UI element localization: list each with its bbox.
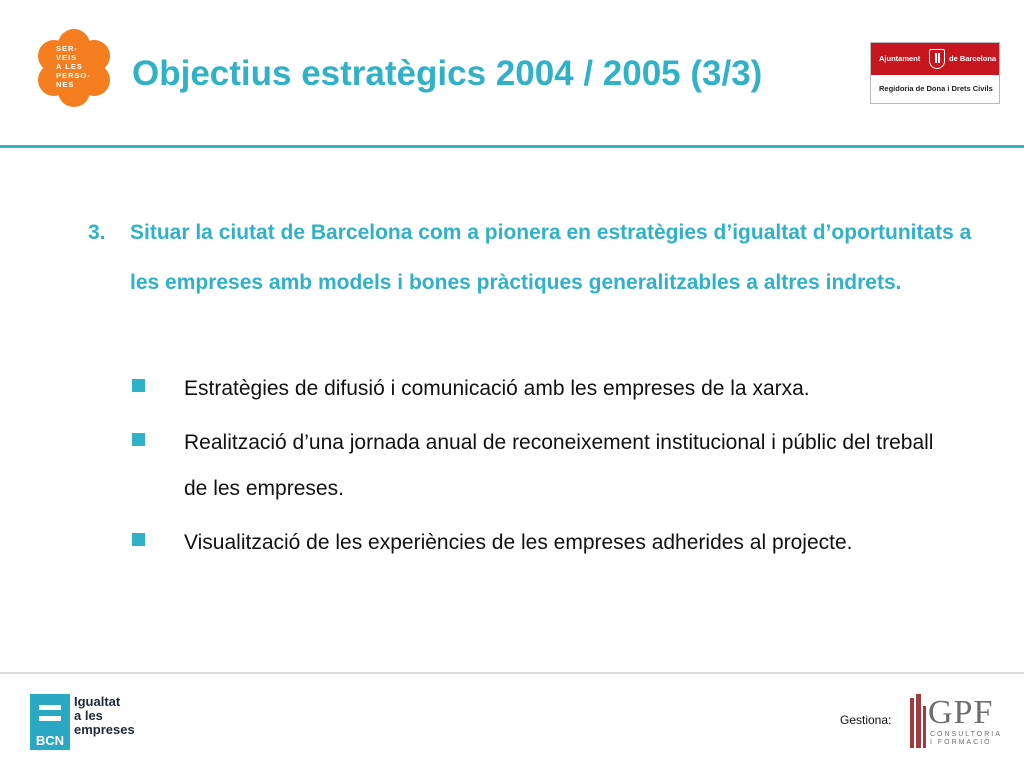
city-emblem-icon: [929, 49, 945, 69]
gestiona-label: Gestiona:: [840, 713, 892, 727]
gpf-subtitle: CONSULTORIA I FORMACIÓ: [930, 731, 1002, 746]
igualtat-logo-text: Igualtat a les empreses: [74, 694, 135, 737]
gpf-consultoria-logo: [908, 692, 1008, 752]
gpf-pillar-icon: [910, 698, 914, 748]
action-text: Estratègies de difusió i comunicació amb les empreses de la xarxa.: [184, 377, 810, 400]
action-text: Visualització de les experiències de les empreses adherides al projecte.: [184, 531, 853, 554]
igualtat-a-les-empreses-logo: [30, 694, 150, 750]
ajuntament-label: Ajuntament: [879, 54, 921, 63]
square-bullet-icon: [132, 379, 145, 392]
regidoria-label: Regidoria de Dona i Drets Civils: [879, 84, 993, 93]
objective-text: Situar la ciutat de Barcelona com a pionera en estratègies d’igualtat d’oportunitats a les empreses amb models i bones pràctiques generalitzables a altres indrets.: [130, 221, 972, 294]
bcn-label: BCN: [35, 733, 65, 748]
footer-divider: [0, 672, 1024, 674]
slide-title: Objectius estratègics 2004 / 2005 (3/3): [132, 54, 763, 93]
objective-number: 3.: [88, 221, 106, 244]
serveis-a-les-persones-logo: [34, 28, 114, 108]
ajuntament-barcelona-logo: [870, 42, 1000, 104]
action-text: Realització d’una jornada anual de reconeixement institucional i públic del treball de les empreses.: [184, 431, 934, 500]
gpf-name: GPF: [928, 694, 994, 731]
barcelona-label: de Barcelona: [949, 54, 997, 63]
square-bullet-icon: [132, 533, 145, 546]
serveis-logo-text: SER- VEIS A LES PERSO- NES: [56, 44, 91, 89]
bcn-equals-icon: [30, 694, 70, 750]
header-divider: [0, 145, 1024, 148]
square-bullet-icon: [132, 433, 145, 446]
